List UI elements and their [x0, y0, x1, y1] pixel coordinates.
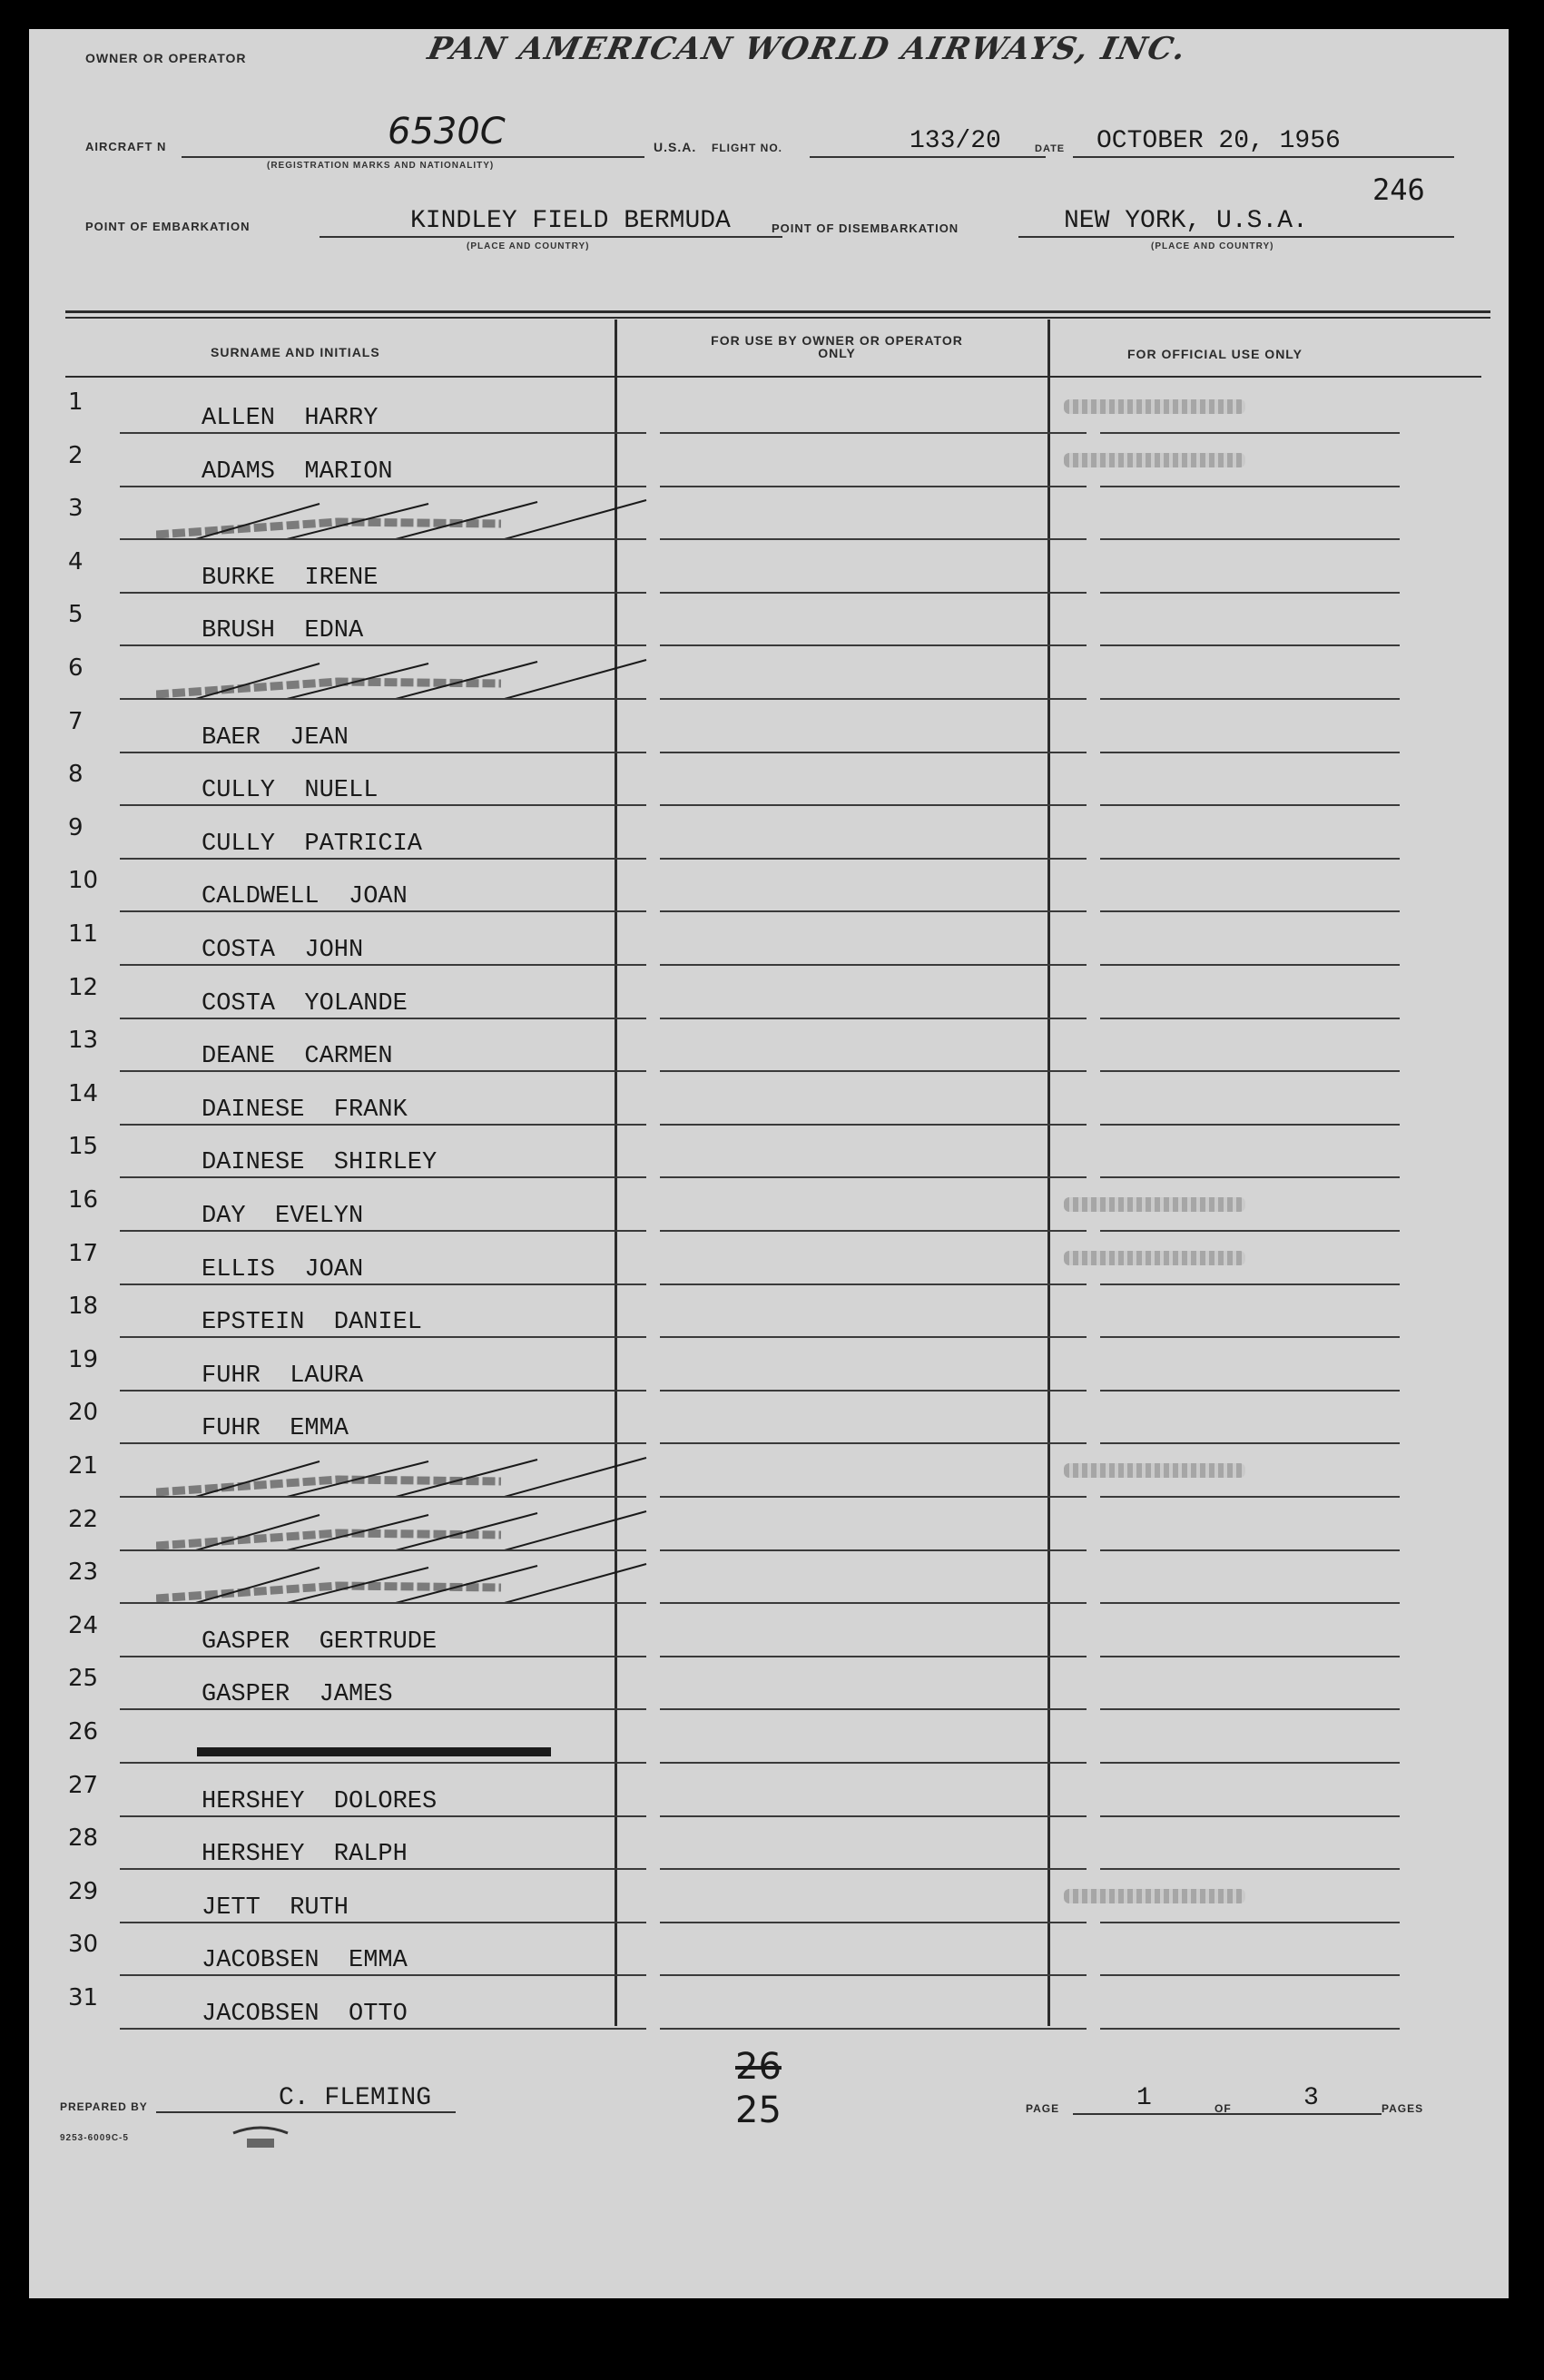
passenger-given-name: NUELL — [304, 777, 379, 805]
header-rule — [65, 376, 1481, 378]
table-row — [65, 860, 1481, 912]
row-number: 26 — [68, 1718, 99, 1746]
row-number: 1 — [68, 388, 84, 416]
table-row — [65, 1657, 1481, 1710]
table-row — [65, 1126, 1481, 1178]
table-row — [65, 1551, 1481, 1604]
aircraft-underline — [182, 156, 644, 158]
official-use-mark — [1064, 1889, 1245, 1903]
row-number: 13 — [68, 1027, 99, 1055]
official-use-mark — [1064, 399, 1245, 414]
row-number: 17 — [68, 1239, 99, 1267]
passenger-given-name: OTTO — [349, 2001, 408, 2028]
row-number: 12 — [68, 973, 99, 1001]
official-use-mark — [1064, 453, 1245, 467]
prepared-label: PREPARED BY — [60, 2100, 148, 2113]
pages-label: PAGES — [1382, 2102, 1424, 2115]
void-slash-marks — [156, 1454, 664, 1496]
passenger-given-name: JAMES — [319, 1681, 393, 1709]
passenger-given-name: DOLORES — [333, 1787, 438, 1815]
table-row — [65, 1817, 1481, 1870]
void-slash-marks — [156, 1508, 664, 1549]
passenger-given-name: JOAN — [304, 1255, 364, 1283]
passenger-surname: COSTA — [202, 989, 276, 1018]
owner-label: OWNER OR OPERATOR — [85, 51, 247, 65]
passenger-given-name: JEAN — [290, 723, 349, 752]
row-number: 7 — [68, 707, 84, 735]
row-number: 30 — [68, 1931, 99, 1959]
date-label: DATE — [1035, 143, 1066, 154]
col-header-names: SURNAME AND INITIALS — [211, 345, 380, 359]
embark-label: POINT OF EMBARKATION — [85, 220, 251, 233]
passenger-given-name: MARION — [304, 457, 393, 486]
passenger-surname: DEANE — [202, 1043, 276, 1071]
passenger-surname: DAINESE — [202, 1096, 305, 1124]
table-row — [65, 381, 1481, 434]
passenger-surname: CALDWELL — [202, 883, 320, 911]
table-row — [65, 1765, 1481, 1817]
date-underline — [1073, 156, 1454, 158]
passenger-given-name: GERTRUDE — [319, 1628, 438, 1656]
table-row — [65, 1392, 1481, 1444]
disembark-note: (PLACE AND COUNTRY) — [1151, 241, 1274, 251]
row-number: 31 — [68, 1984, 99, 2011]
row-number: 3 — [68, 495, 84, 523]
passenger-surname: JACOBSEN — [202, 2001, 320, 2028]
passenger-surname: GASPER — [202, 1628, 290, 1656]
printer-logo — [229, 2122, 292, 2159]
table-row — [65, 807, 1481, 860]
table-row — [65, 1339, 1481, 1392]
col-header-official-use: FOR OFFICIAL USE ONLY — [1127, 347, 1303, 361]
of-value: 3 — [1303, 2084, 1319, 2112]
passenger-surname: ALLEN — [202, 405, 276, 432]
row-number: 19 — [68, 1345, 99, 1373]
row-number: 9 — [68, 813, 84, 841]
passenger-given-name: PATRICIA — [304, 830, 423, 858]
manifest-sheet — [29, 29, 1509, 2298]
count-struck: 26 — [735, 2046, 782, 2088]
passenger-surname: JETT — [202, 1893, 261, 1922]
disembark-value: NEW YORK, U.S.A. — [1064, 207, 1308, 235]
void-slash-marks — [156, 497, 664, 538]
table-row — [65, 913, 1481, 966]
row-number: 23 — [68, 1559, 99, 1587]
passenger-surname: ELLIS — [202, 1255, 276, 1283]
row-number: 21 — [68, 1452, 99, 1480]
flight-label: FLIGHT NO. — [712, 142, 782, 154]
passenger-given-name: CARMEN — [304, 1043, 393, 1071]
row-number: 11 — [68, 920, 99, 948]
form-code: 9253-6009C-5 — [60, 2133, 129, 2143]
table-row — [65, 753, 1481, 806]
of-label: OF — [1215, 2102, 1232, 2115]
row-number: 16 — [68, 1186, 99, 1214]
passenger-surname: GASPER — [202, 1681, 290, 1709]
date-value: OCTOBER 20, 1956 — [1097, 127, 1341, 155]
table-row — [65, 1285, 1481, 1338]
row-number: 5 — [68, 601, 84, 629]
official-use-mark — [1064, 1251, 1245, 1265]
table-row — [65, 541, 1481, 594]
row-number: 15 — [68, 1133, 99, 1161]
passenger-given-name: RALPH — [333, 1841, 408, 1869]
passenger-given-name: LAURA — [290, 1362, 364, 1390]
row-number: 14 — [68, 1079, 99, 1107]
row-number: 22 — [68, 1505, 99, 1533]
passenger-given-name: SHIRLEY — [333, 1149, 438, 1177]
of-underline — [1245, 2113, 1382, 2115]
row-number: 10 — [68, 867, 99, 895]
col-header-owner-use: FOR USE BY OWNER OR OPERATOR ONLY — [711, 333, 963, 360]
disembark-underline — [1018, 236, 1454, 238]
passenger-surname: CULLY — [202, 777, 276, 805]
table-row — [65, 1233, 1481, 1285]
table-row — [65, 1605, 1481, 1657]
table-row — [65, 647, 1481, 700]
passenger-given-name: EMMA — [349, 1947, 408, 1975]
row-number: 18 — [68, 1293, 99, 1321]
row-rule — [1100, 2028, 1400, 2030]
row-number: 8 — [68, 761, 84, 789]
row-number: 20 — [68, 1399, 99, 1427]
table-row — [65, 967, 1481, 1019]
page-stamp: 246 — [1372, 172, 1425, 207]
table-top-rule-2 — [65, 317, 1490, 319]
row-rule — [660, 2028, 1087, 2030]
passenger-surname: FUHR — [202, 1362, 261, 1390]
page-label: PAGE — [1026, 2102, 1060, 2115]
void-slash-marks — [156, 656, 664, 698]
passenger-surname: CULLY — [202, 830, 276, 858]
passenger-surname: DAINESE — [202, 1149, 305, 1177]
passenger-surname: BAER — [202, 723, 261, 752]
passenger-given-name: JOHN — [304, 937, 364, 964]
table-row — [65, 487, 1481, 540]
prepared-value: C. FLEMING — [279, 2084, 432, 2112]
embark-value: KINDLEY FIELD BERMUDA — [410, 207, 731, 235]
row-number: 4 — [68, 547, 84, 575]
table-row — [65, 1445, 1481, 1498]
passenger-surname: EPSTEIN — [202, 1309, 305, 1337]
table-row — [65, 1499, 1481, 1551]
passenger-surname: JACOBSEN — [202, 1947, 320, 1975]
registration-note: (REGISTRATION MARKS AND NATIONALITY) — [267, 161, 495, 171]
passenger-given-name: DANIEL — [333, 1309, 423, 1337]
row-number: 27 — [68, 1771, 99, 1799]
void-slash-marks — [156, 1560, 664, 1602]
flight-value: 133/20 — [910, 127, 1001, 155]
passenger-given-name: EMMA — [290, 1415, 349, 1443]
table-row — [65, 1019, 1481, 1072]
passenger-surname: BRUSH — [202, 617, 276, 645]
passenger-surname: COSTA — [202, 937, 276, 964]
row-rule — [120, 2028, 646, 2030]
table-row — [65, 1923, 1481, 1976]
flight-underline — [810, 156, 1046, 158]
printer-logo-mark — [229, 2122, 292, 2159]
usa-label: U.S.A. — [654, 140, 697, 154]
count-final: 25 — [735, 2090, 782, 2131]
row-number: 28 — [68, 1824, 99, 1853]
passenger-surname: FUHR — [202, 1415, 261, 1443]
embark-note: (PLACE AND COUNTRY) — [467, 241, 590, 251]
passenger-given-name: IRENE — [304, 564, 379, 592]
official-use-mark — [1064, 1197, 1245, 1212]
passenger-given-name: HARRY — [304, 405, 379, 432]
row-number: 24 — [68, 1611, 99, 1639]
passenger-surname: ADAMS — [202, 457, 276, 486]
official-use-mark — [1064, 1463, 1245, 1478]
table-row — [65, 1871, 1481, 1923]
table-top-rule — [65, 310, 1490, 313]
table-row — [65, 701, 1481, 753]
row-number: 2 — [68, 441, 84, 469]
struck-out-entry — [197, 1747, 551, 1756]
passenger-given-name: EDNA — [304, 617, 364, 645]
table-row — [65, 435, 1481, 487]
table-row — [65, 594, 1481, 646]
table-row — [65, 1711, 1481, 1764]
row-number: 29 — [68, 1877, 99, 1905]
passenger-given-name: FRANK — [333, 1096, 408, 1124]
passenger-surname: DAY — [202, 1203, 246, 1230]
passenger-surname: HERSHEY — [202, 1841, 305, 1869]
passenger-surname: HERSHEY — [202, 1787, 305, 1815]
company-name: PAN AMERICAN WORLD AIRWAYS, INC. — [424, 31, 1191, 67]
table-row — [65, 1179, 1481, 1232]
embark-underline — [320, 236, 782, 238]
aircraft-label: AIRCRAFT N — [85, 140, 167, 153]
table-row — [65, 1073, 1481, 1126]
passenger-surname: BURKE — [202, 564, 276, 592]
passenger-given-name: YOLANDE — [304, 989, 408, 1018]
row-number: 25 — [68, 1665, 99, 1693]
table-row — [65, 1977, 1481, 2030]
passenger-given-name: RUTH — [290, 1893, 349, 1922]
passenger-given-name: EVELYN — [275, 1203, 364, 1230]
disembark-label: POINT OF DISEMBARKATION — [772, 221, 959, 235]
passenger-given-name: JOAN — [349, 883, 408, 911]
row-number: 6 — [68, 654, 84, 682]
aircraft-value: 6530C — [388, 111, 506, 152]
page-value: 1 — [1136, 2084, 1152, 2112]
